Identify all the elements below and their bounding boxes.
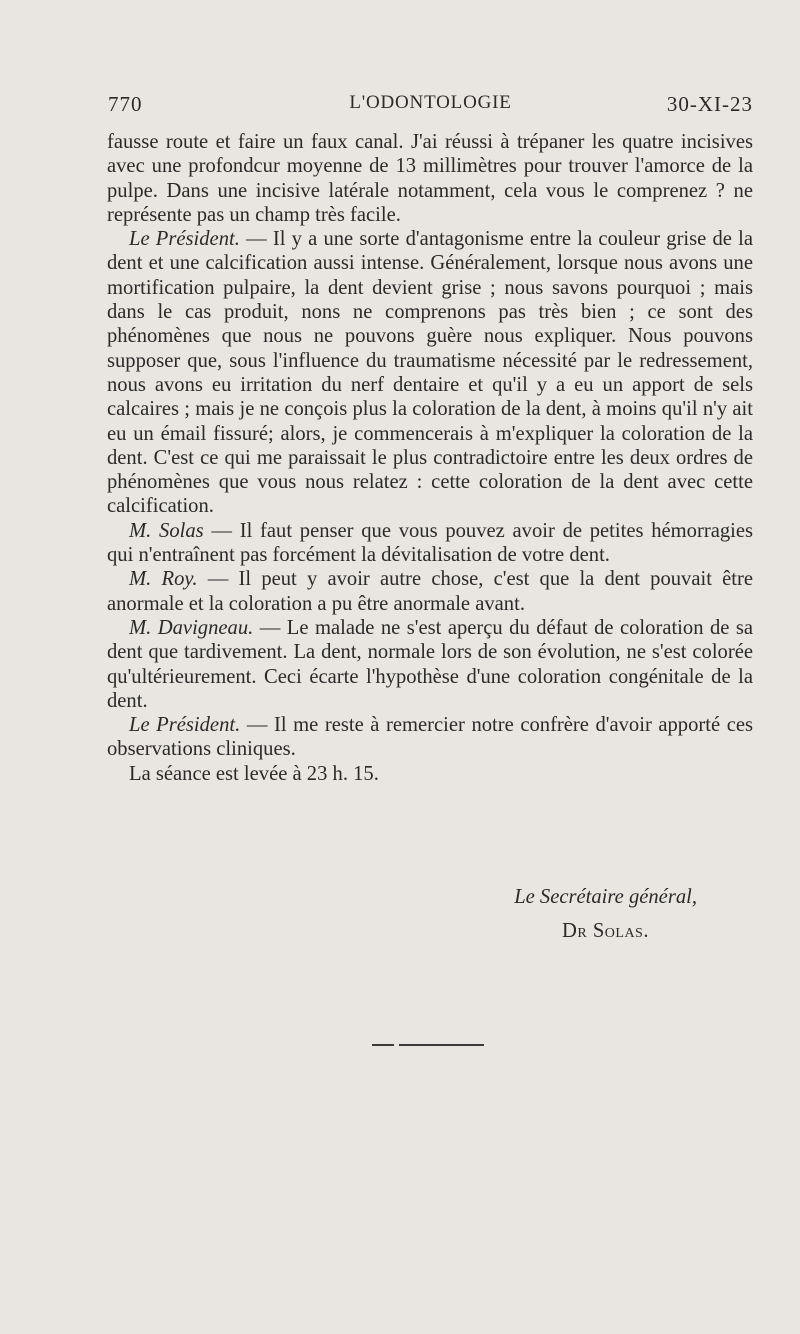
paragraph bbox=[107, 130, 753, 227]
paragraph-text: — Il y a une sorte d'antagonisme entre la couleur grise de la dent et une calcification aussi intense. Généralement, lorsque nous avons une mortification pulpaire, la dent devient grise ; nous savons pourquoi ; mais dans le cas produit, nons ne comprenons pas très bien ; ce sont des phénomènes que nous ne pouvons guère nous expliquer. Nous pouvons supposer que, sous l'influence du traumatisme nécessité par le redressement, nous avons eu irritation du nerf dentaire et qu'il y a eu un apport de sels calcaires ; mais je ne conçois plus la coloration de la dent, à moins qu'il n'y ait eu un émail fissuré; alors, je commencerais à m'expliquer la coloration de la dent. C'est ce qui me paraissait le plus contradictoire entre les deux ordres de phénomènes que vous nous relatez : cette coloration de la dent avec cette calcification. bbox=[107, 228, 753, 518]
speaker-name: M. Davigneau. bbox=[129, 616, 254, 639]
body-text bbox=[107, 130, 753, 786]
paragraph bbox=[107, 227, 753, 519]
signature-prefix: Dr bbox=[561, 920, 588, 942]
paragraph-text: — Il me reste à remercier notre confrère d'avoir apporté ces observations cliniques. bbox=[107, 714, 753, 761]
signature-name bbox=[107, 919, 649, 943]
speaker-name: M. Solas bbox=[129, 519, 204, 542]
issue-date: 30-XI-23 bbox=[666, 92, 753, 116]
page-number: 770 bbox=[108, 92, 143, 116]
speaker-name: Le Président. bbox=[129, 228, 240, 251]
speaker-name: Le Président. bbox=[129, 714, 241, 737]
paragraph-text: — Le malade ne s'est aperçu du défaut de coloration de sa dent que tardivement. La dent, normale lors de son évolution, ne s'est colorée qu'ultérieurement. Ceci écarte l'hypothèse d'une coloration congénitale de la dent. bbox=[107, 616, 753, 712]
paragraph-text: La séance est levée à 23 h. 15. bbox=[129, 762, 379, 785]
paragraph bbox=[107, 567, 753, 616]
signature-surname: Solas. bbox=[592, 920, 649, 942]
paragraph-text: fausse route et faire un faux canal. J'ai réussi à trépaner les quatre incisives avec une profondcur moyenne de 13 millimètres pour trouver l'amorce de la pulpe. Dans une incisive latérale notamment, cela vous le comprenez ? ne représente pas un champ très facile. bbox=[107, 131, 753, 226]
running-title: L'ODONTOLOGIE bbox=[349, 92, 512, 113]
speaker-name: M. Roy. bbox=[129, 568, 198, 591]
paragraph bbox=[107, 616, 753, 713]
running-header bbox=[108, 92, 753, 120]
paragraph bbox=[107, 762, 753, 786]
paragraph bbox=[107, 713, 753, 762]
section-divider bbox=[372, 1044, 484, 1046]
paragraph-text: — Il faut penser que vous pouvez avoir de petites hémorragies qui n'entraînent pas forcément la dévitalisation de votre dent. bbox=[107, 519, 754, 567]
signature-title: Le Secrétaire général, bbox=[514, 886, 697, 908]
paragraph bbox=[107, 519, 753, 568]
paragraph-text: — Il peut y avoir autre chose, c'est que la dent pouvait être anormale et la coloration a pu être anormale avant. bbox=[107, 568, 754, 615]
